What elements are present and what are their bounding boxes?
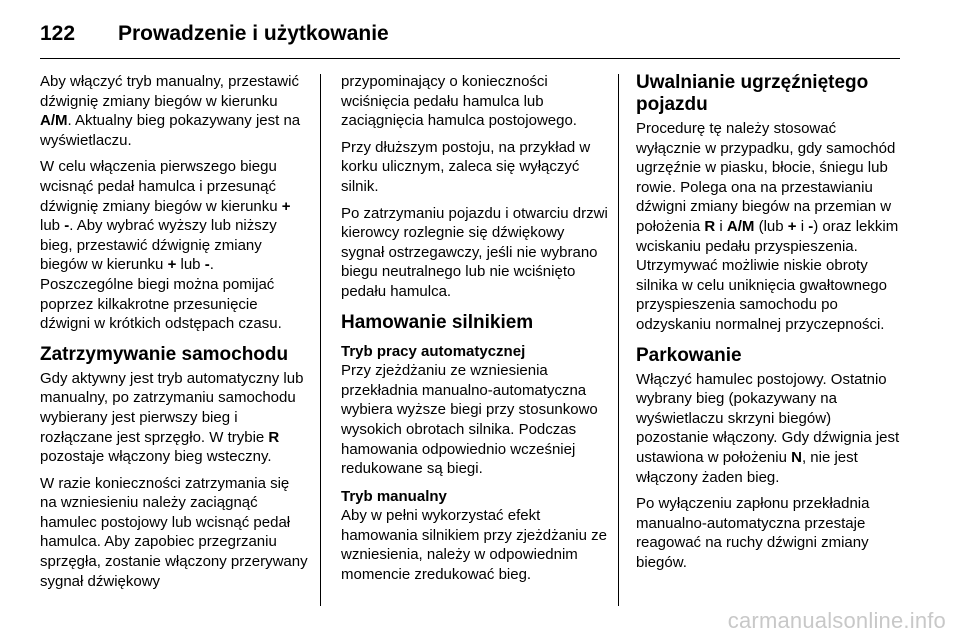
heading-freeing-vehicle: Uwalnianie ugrzęźniętego pojazdu (636, 72, 869, 115)
subheading-manual-mode: Tryb manualny (341, 487, 447, 505)
column-3 (636, 72, 904, 579)
column-1 (40, 72, 308, 598)
paragraph-automatic-braking: Przy zjeżdżaniu ze wzniesienia przekładnia manualno-automatyczna wybiera wyższe biegi przy stosunkowo wysokich obrotach silnika. Podczas hamowania odpowiednio wcześniej redukowane są biegi. (341, 362, 598, 478)
paragraph-long-stop: Przy dłuższym postoju, na przykład w korku ulicznym, zaleca się wyłączyć silnik. (341, 138, 591, 195)
paragraph-hill-stop: W razie konieczności zatrzymania się na wzniesieniu należy zaciągnąć hamulec postojowy lub wcisnąć pedał hamulca. Aby zapobiec przegrzaniu sprzęgła, zostanie włączony przerywany sygnał dźwiękowy (40, 474, 308, 590)
column-divider-1 (320, 74, 321, 606)
paragraph-manual-mode: Aby włączyć tryb manualny, przestawić dźwignię zmiany biegów w kierunku A/M. Aktualny bieg pokazywany jest na wyświetlaczu. (40, 73, 301, 149)
heading-engine-braking: Hamowanie silnikiem (341, 311, 534, 333)
watermark: carmanualsonline.info (727, 608, 946, 633)
heading-stopping: Zatrzymywanie samochodu (40, 343, 289, 365)
column-divider-2 (618, 74, 619, 606)
page-header (40, 14, 389, 54)
page-number: 122 (40, 22, 76, 45)
paragraph-door-warning: Po zatrzymaniu pojazdu i otwarciu drzwi kierowcy rozlegnie się dźwiękowy sygnał ostrzegawczy, jeśli nie wybrano biegu neutralnego lub nie wciśnięto pedału hamulca. (341, 204, 608, 300)
paragraph-freeing-vehicle: Procedurę tę należy stosować wyłącznie w przypadku, gdy samochód ugrzęźnie w piasku, błocie, śniegu lub rowie. Polega ona na przestawianiu dźwigni zmiany biegów na przemian w położenia R i A/M (lub + i -) oraz lekkim wciskaniu pedału przyspieszenia. Utrzymywać możliwie niskie obroty silnika w celu uniknięcia gwałtownego przyspieszenia samochodu po odzyskaniu normalnej przyczepności. (636, 120, 899, 333)
paragraph-manual-braking: Aby w pełni wykorzystać efekt hamowania silnikiem przy zjeżdżaniu ze wzniesienia, należy w odpowiednim momencie zredukować bieg. (341, 507, 607, 584)
column-2 (341, 72, 609, 592)
page-title: Prowadzenie i użytkowanie (118, 22, 389, 45)
paragraph-reminder: przypominający o konieczności wciśnięcia pedału hamulca lub zaciągnięcia hamulca postojowego. (341, 73, 577, 130)
heading-parking: Parkowanie (636, 344, 742, 366)
paragraph-ignition-off: Po wyłączeniu zapłonu przekładnia manualno-automatyczna przestaje reagować na ruchy dźwigni zmiany biegów. (636, 495, 870, 571)
subheading-automatic-mode: Tryb pracy automatycznej (341, 342, 526, 360)
paragraph-stopping: Gdy aktywny jest tryb automatyczny lub manualny, po zatrzymaniu samochodu wybierany jest pierwszy bieg i rozłączane jest sprzęgło. W trybie R pozostaje włączony bieg wsteczny. (40, 369, 304, 466)
paragraph-first-gear: W celu włączenia pierwszego biegu wcisnąć pedał hamulca i przesunąć dźwignię zmiany biegów w kierunku + lub -. Aby wybrać wyższy lub niższy bieg, przestawić dźwignię zmiany biegów w kierunku + lub -. Poszczególne biegi można pomijać poprzez kilkakrotne przesunięcie dźwigni w krótkich odstępach czasu. (40, 158, 291, 333)
header-rule (40, 58, 900, 59)
paragraph-parking: Włączyć hamulec postojowy. Ostatnio wybrany bieg (pokazywany na wyświetlaczu skrzyni biegów) pozostanie włączony. Gdy dźwignia jest ustawiona w położeniu N, nie jest włączony żaden bieg. (636, 370, 900, 486)
